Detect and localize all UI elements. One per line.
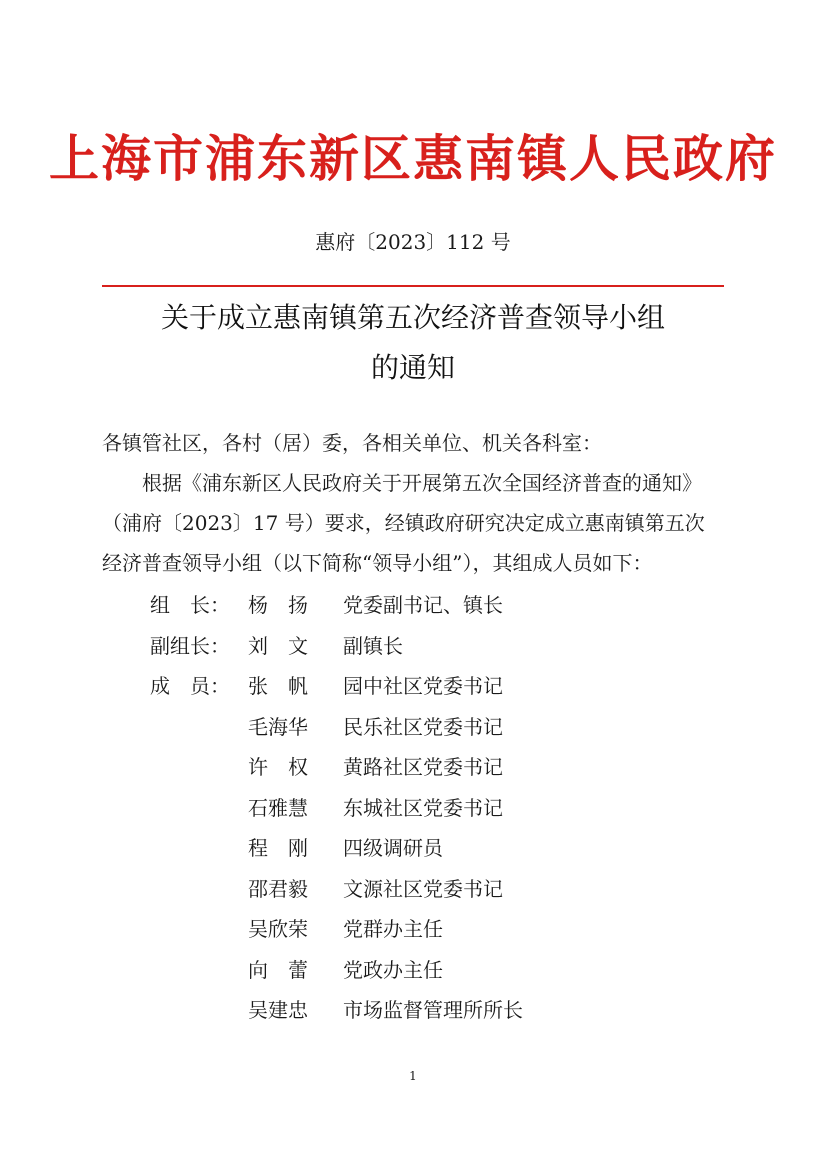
member-duty: 党委副书记、镇长 bbox=[343, 593, 503, 617]
member-duty: 文源社区党委书记 bbox=[343, 876, 503, 901]
member-duty: 四级调研员 bbox=[343, 836, 443, 860]
document-title-line-2: 的通知 bbox=[370, 351, 455, 384]
body-paragraph-line-2: （浦府〔2023〕17 号）要求，经镇政府研究决定成立惠南镇第五次 bbox=[102, 511, 705, 535]
member-name: 杨 扬 bbox=[248, 593, 308, 617]
member-name: 张 帆 bbox=[248, 674, 308, 698]
page-number: 1 bbox=[409, 1069, 417, 1083]
member-duty: 党政办主任 bbox=[343, 957, 443, 982]
member-name: 向 蕾 bbox=[248, 957, 308, 982]
member-duty: 园中社区党委书记 bbox=[343, 674, 503, 698]
red-divider-line bbox=[102, 285, 724, 287]
member-role: 副组长： bbox=[150, 633, 230, 658]
member-duty: 东城社区党委书记 bbox=[343, 795, 503, 820]
member-name: 毛海华 bbox=[248, 714, 308, 739]
member-duty: 党群办主任 bbox=[343, 917, 443, 941]
member-duty: 黄路社区党委书记 bbox=[343, 755, 503, 779]
member-role: 成 员： bbox=[150, 674, 230, 698]
member-name: 吴欣荣 bbox=[248, 917, 308, 941]
member-name: 程 刚 bbox=[248, 836, 308, 860]
member-name: 邵君毅 bbox=[248, 876, 308, 901]
member-duty: 副镇长 bbox=[343, 633, 403, 658]
document-title-line-1: 关于成立惠南镇第五次经济普查领导小组 bbox=[160, 301, 665, 334]
body-paragraph-line-3: 经济普查领导小组（以下简称“领导小组”），其组成人员如下： bbox=[102, 551, 653, 575]
salutation: 各镇管社区，各村（居）委，各相关单位、机关各科室： bbox=[102, 431, 602, 455]
member-name: 吴建忠 bbox=[248, 998, 308, 1022]
member-duty: 民乐社区党委书记 bbox=[343, 714, 503, 739]
member-name: 许 权 bbox=[248, 755, 308, 779]
member-name: 石雅慧 bbox=[248, 795, 308, 820]
member-duty: 市场监督管理所所长 bbox=[343, 998, 523, 1022]
body-paragraph-line-1: 根据《浦东新区人民政府关于开展第五次全国经济普查的通知》 bbox=[142, 471, 702, 495]
issuer-header: 上海市浦东新区惠南镇人民政府 bbox=[49, 130, 777, 188]
member-name: 刘 文 bbox=[248, 633, 308, 658]
document-number: 惠府〔2023〕112 号 bbox=[315, 230, 511, 254]
member-role: 组 长： bbox=[150, 593, 230, 617]
